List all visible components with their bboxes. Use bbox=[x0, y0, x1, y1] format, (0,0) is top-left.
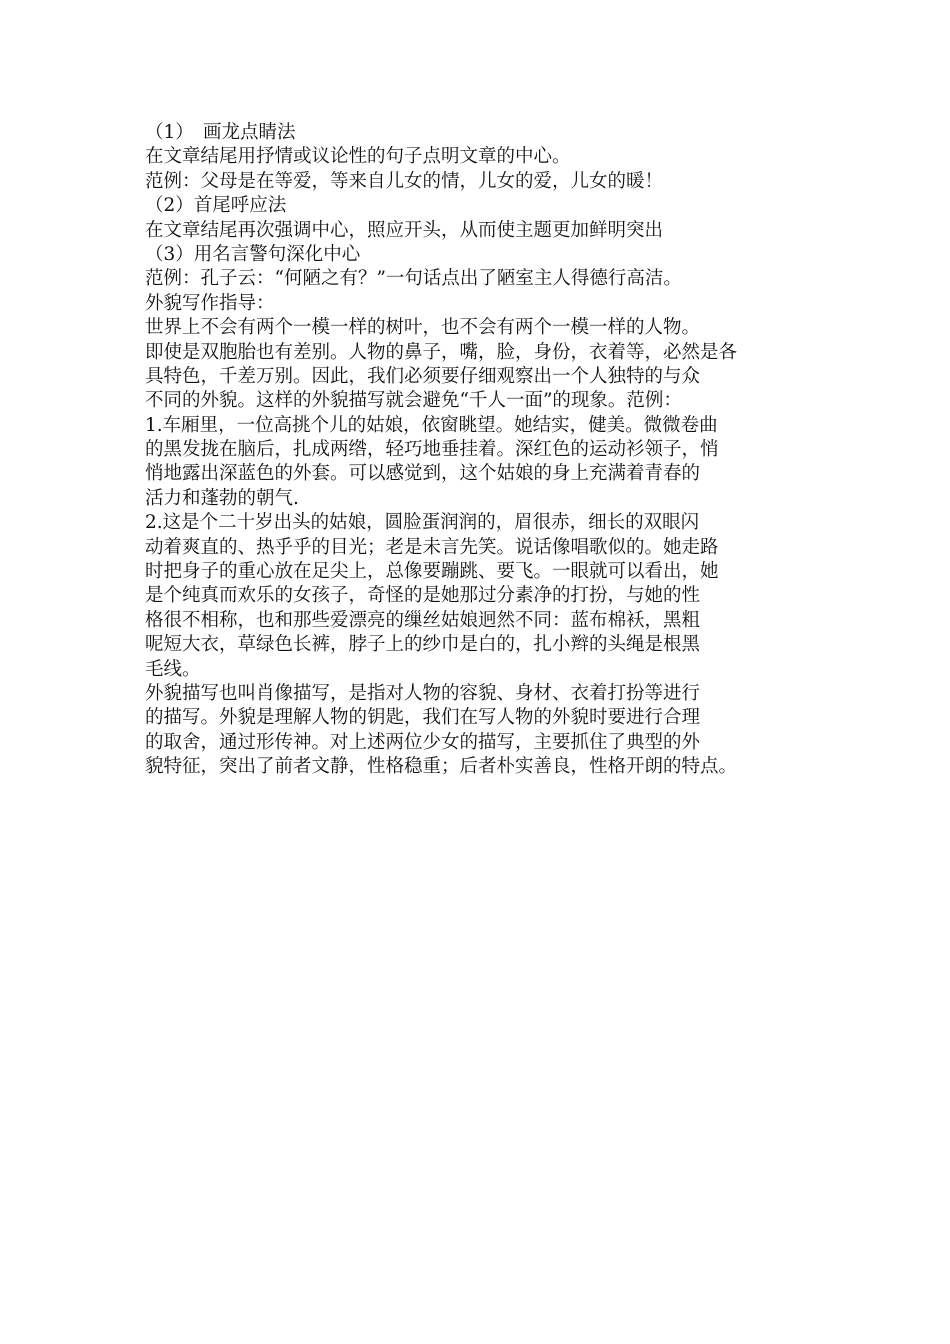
paragraph-line: 不同的外貌。这样的外貌描写就会避免“千人一面”的现象。范例： bbox=[145, 390, 682, 412]
example-line: 范例：孔子云：“何陋之有？”一句话点出了陋室主人得德行高洁。 bbox=[145, 268, 682, 290]
summary-line: 的取舍，通过形传神。对上述两位少女的描写，主要抓住了典型的外 bbox=[145, 731, 701, 753]
example-1-line: 悄地露出深蓝色的外套。可以感觉到，这个姑娘的身上充满着青春的 bbox=[145, 463, 701, 485]
heading-method-3: （3）用名言警句深化中心 bbox=[145, 243, 361, 265]
example-2-line: 时把身子的重心放在足尖上，总像要蹦跳、要飞。一眼就可以看出，她 bbox=[145, 561, 719, 583]
example-2-line: 呢短大衣，草绿色长裤，脖子上的纱巾是白的，扎小辫的头绳是根黑 bbox=[145, 634, 701, 656]
paragraph-line: 具特色，千差万别。因此，我们必须要仔细观察出一个人独特的与众 bbox=[145, 365, 701, 387]
example-2-line: 毛线。 bbox=[145, 658, 201, 680]
paragraph-line: 世界上不会有两个一模一样的树叶，也不会有两个一模一样的人物。 bbox=[145, 317, 701, 339]
summary-line: 的描写。外貌是理解人物的钥匙，我们在写人物的外貌时要进行合理 bbox=[145, 707, 701, 729]
heading-method-2: （2）首尾呼应法 bbox=[145, 195, 287, 217]
text-line: 在文章结尾用抒情或议论性的句子点明文章的中心。 bbox=[145, 146, 571, 168]
example-2-line: 动着爽直的、热乎乎的目光；老是未言先笑。说话像唱歌似的。她走路 bbox=[145, 536, 719, 558]
example-1-line: 活力和蓬勃的朝气. bbox=[145, 487, 299, 509]
heading-method-1: （1） 画龙点睛法 bbox=[145, 122, 296, 143]
summary-line: 外貌描写也叫肖像描写，是指对人物的容貌、身材、衣着打扮等进行 bbox=[145, 682, 701, 704]
document-body bbox=[145, 121, 825, 780]
example-line: 范例：父母是在等爱，等来自儿女的情，儿女的爱，儿女的暖！ bbox=[145, 170, 664, 192]
example-2-line: 2.这是个二十岁出头的姑娘，圆脸蛋润润的，眉很赤，细长的双眼闪 bbox=[145, 512, 700, 534]
example-1-line: 的黑发拢在脑后，扎成两绺，轻巧地垂挂着。深红色的运动衫领子，悄 bbox=[145, 439, 719, 461]
paragraph-line: 即使是双胞胎也有差别。人物的鼻子，嘴，脸，身份，衣着等，必然是各 bbox=[145, 341, 738, 363]
example-2-line: 格很不相称，也和那些爱漂亮的缫丝姑娘迥然不同：蓝布棉袄，黑粗 bbox=[145, 609, 701, 631]
example-2-line: 是个纯真而欢乐的女孩子，奇怪的是她那过分素净的打扮，与她的性 bbox=[145, 585, 701, 607]
text-line: 在文章结尾再次强调中心，照应开头，从而使主题更加鲜明突出 bbox=[145, 219, 664, 241]
summary-line: 貌特征，突出了前者文静，性格稳重；后者朴实善良，性格开朗的特点。 bbox=[145, 756, 738, 778]
section-heading: 外貌写作指导： bbox=[145, 292, 275, 314]
example-1-line: 1.车厢里，一位高挑个儿的姑娘，依窗眺望。她结实，健美。微微卷曲 bbox=[145, 414, 718, 436]
